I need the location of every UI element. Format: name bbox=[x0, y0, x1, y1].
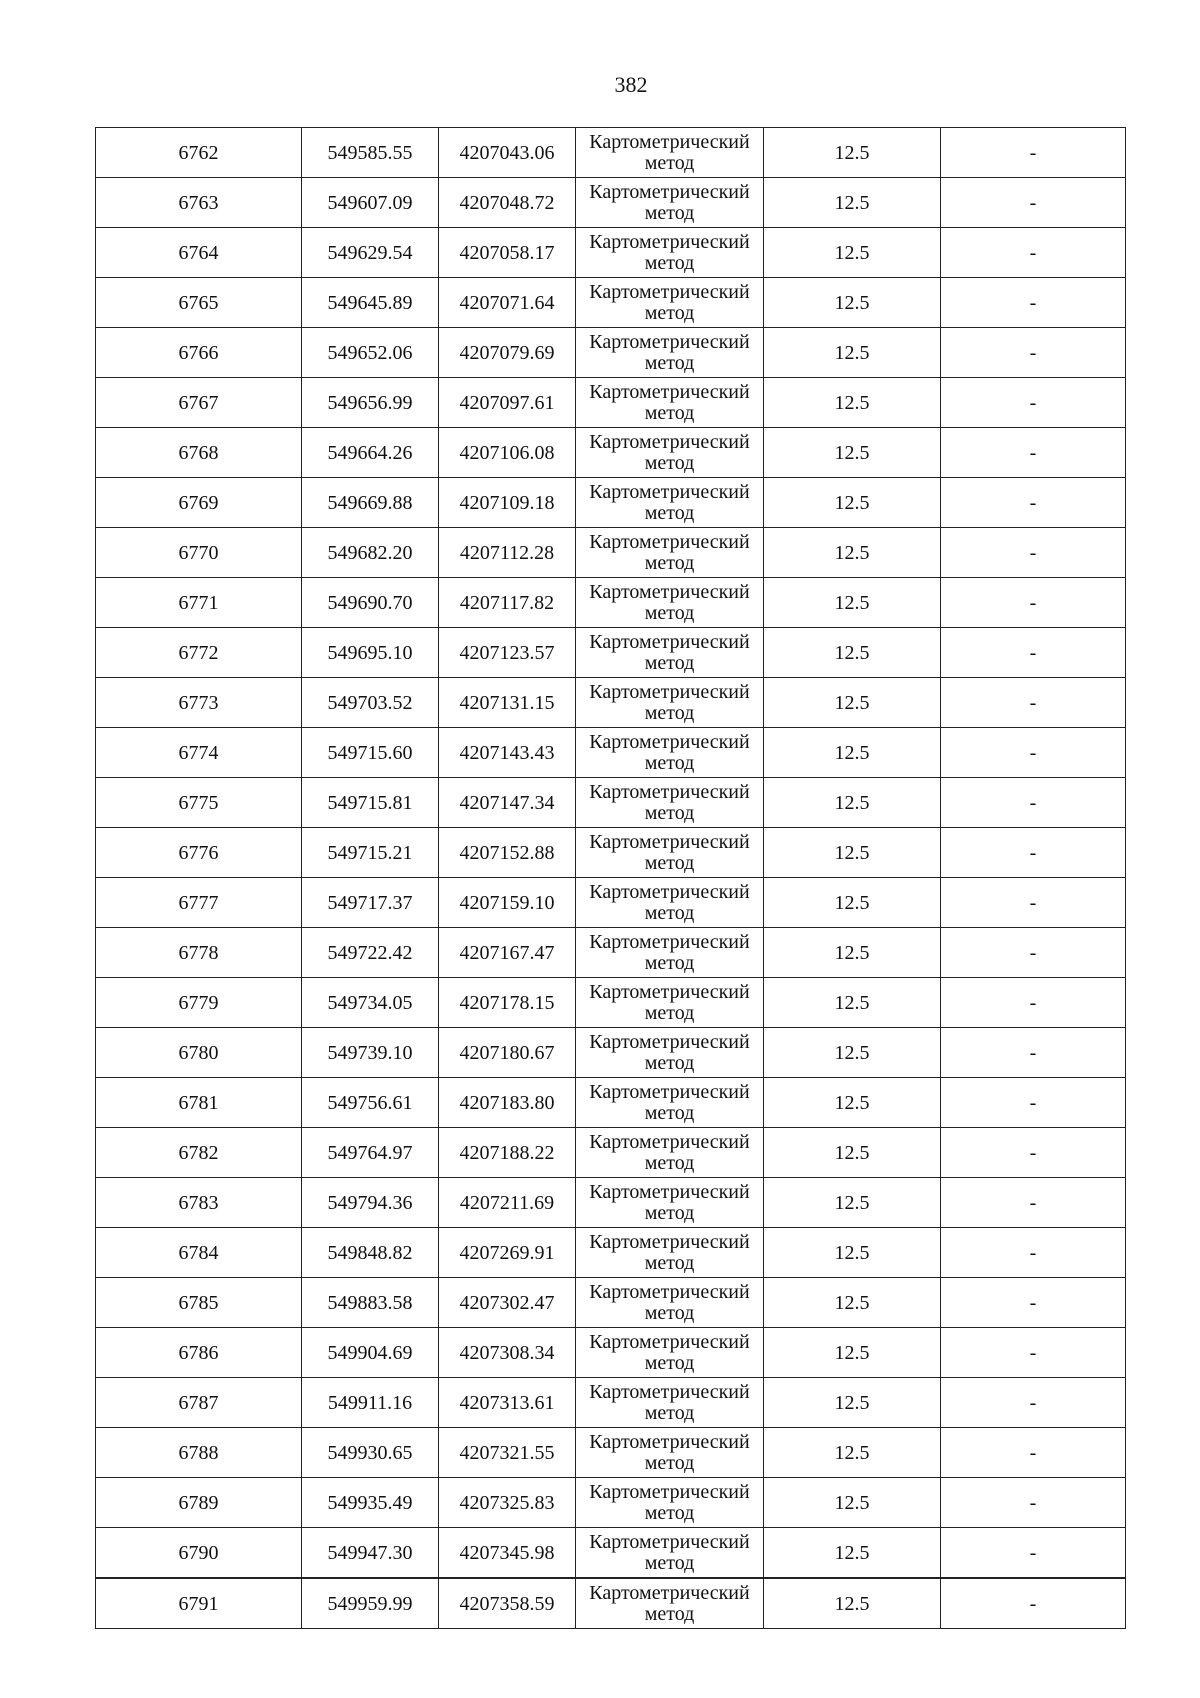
point-number-cell: 6764 bbox=[96, 228, 302, 278]
note-cell: - bbox=[941, 878, 1126, 928]
x-coordinate-cell: 549715.81 bbox=[302, 778, 439, 828]
accuracy-cell: 12.5 bbox=[764, 828, 941, 878]
method-cell bbox=[576, 1578, 764, 1629]
method-cell bbox=[576, 1428, 764, 1478]
y-coordinate-cell: 4207321.55 bbox=[439, 1428, 576, 1478]
point-number-cell: 6790 bbox=[96, 1528, 302, 1579]
method-cell bbox=[576, 678, 764, 728]
method-line-2: метод bbox=[644, 651, 695, 674]
method-line-2: метод bbox=[644, 701, 695, 724]
method-line-1: Картометрический bbox=[589, 480, 750, 503]
method-line-2: метод bbox=[644, 1151, 695, 1174]
method-cell bbox=[576, 1228, 764, 1278]
method-cell bbox=[576, 478, 764, 528]
table-row bbox=[96, 1578, 1126, 1629]
y-coordinate-cell: 4207313.61 bbox=[439, 1378, 576, 1428]
point-number-cell: 6774 bbox=[96, 728, 302, 778]
accuracy-cell: 12.5 bbox=[764, 1178, 941, 1228]
method-cell bbox=[576, 1178, 764, 1228]
y-coordinate-cell: 4207358.59 bbox=[439, 1578, 576, 1629]
method-line-1: Картометрический bbox=[589, 380, 750, 403]
y-coordinate-cell: 4207269.91 bbox=[439, 1228, 576, 1278]
table-row bbox=[96, 628, 1126, 678]
method-line-1: Картометрический bbox=[589, 830, 750, 853]
method-line-2: метод bbox=[644, 401, 695, 424]
y-coordinate-cell: 4207123.57 bbox=[439, 628, 576, 678]
note-cell: - bbox=[941, 278, 1126, 328]
method-cell bbox=[576, 778, 764, 828]
accuracy-cell: 12.5 bbox=[764, 878, 941, 928]
method-line-1: Картометрический bbox=[589, 1330, 750, 1353]
x-coordinate-cell: 549645.89 bbox=[302, 278, 439, 328]
point-number-cell: 6784 bbox=[96, 1228, 302, 1278]
method-line-2: метод bbox=[644, 601, 695, 624]
y-coordinate-cell: 4207178.15 bbox=[439, 978, 576, 1028]
method-cell bbox=[576, 128, 764, 178]
method-line-1: Картометрический bbox=[589, 1530, 750, 1553]
x-coordinate-cell: 549669.88 bbox=[302, 478, 439, 528]
point-number-cell: 6778 bbox=[96, 928, 302, 978]
method-cell bbox=[576, 1278, 764, 1328]
point-number-cell: 6770 bbox=[96, 528, 302, 578]
table-row bbox=[96, 528, 1126, 578]
method-cell bbox=[576, 228, 764, 278]
method-cell bbox=[576, 828, 764, 878]
x-coordinate-cell: 549764.97 bbox=[302, 1128, 439, 1178]
accuracy-cell: 12.5 bbox=[764, 1428, 941, 1478]
method-cell bbox=[576, 1078, 764, 1128]
note-cell: - bbox=[941, 478, 1126, 528]
method-line-1: Картометрический bbox=[589, 1480, 750, 1503]
point-number-cell: 6772 bbox=[96, 628, 302, 678]
note-cell: - bbox=[941, 1478, 1126, 1528]
table-row bbox=[96, 1478, 1126, 1528]
y-coordinate-cell: 4207058.17 bbox=[439, 228, 576, 278]
point-number-cell: 6776 bbox=[96, 828, 302, 878]
point-number-cell: 6791 bbox=[96, 1578, 302, 1629]
table-row bbox=[96, 1328, 1126, 1378]
method-cell bbox=[576, 528, 764, 578]
y-coordinate-cell: 4207117.82 bbox=[439, 578, 576, 628]
method-line-1: Картометрический bbox=[589, 1430, 750, 1453]
x-coordinate-cell: 549904.69 bbox=[302, 1328, 439, 1378]
method-cell bbox=[576, 1128, 764, 1178]
table-row bbox=[96, 728, 1126, 778]
method-line-1: Картометрический bbox=[589, 780, 750, 803]
accuracy-cell: 12.5 bbox=[764, 1528, 941, 1579]
note-cell: - bbox=[941, 928, 1126, 978]
x-coordinate-cell: 549739.10 bbox=[302, 1028, 439, 1078]
method-cell bbox=[576, 1528, 764, 1579]
accuracy-cell: 12.5 bbox=[764, 1028, 941, 1078]
table-row bbox=[96, 928, 1126, 978]
y-coordinate-cell: 4207143.43 bbox=[439, 728, 576, 778]
method-line-2: метод bbox=[644, 1501, 695, 1524]
method-line-1: Картометрический bbox=[589, 930, 750, 953]
method-cell bbox=[576, 978, 764, 1028]
method-line-1: Картометрический bbox=[589, 130, 750, 153]
point-number-cell: 6773 bbox=[96, 678, 302, 728]
note-cell: - bbox=[941, 678, 1126, 728]
method-line-2: метод bbox=[644, 301, 695, 324]
accuracy-cell: 12.5 bbox=[764, 728, 941, 778]
method-line-2: метод bbox=[644, 1001, 695, 1024]
x-coordinate-cell: 549722.42 bbox=[302, 928, 439, 978]
x-coordinate-cell: 549656.99 bbox=[302, 378, 439, 428]
method-line-2: метод bbox=[644, 1602, 695, 1625]
x-coordinate-cell: 549607.09 bbox=[302, 178, 439, 228]
method-line-2: метод bbox=[644, 951, 695, 974]
x-coordinate-cell: 549911.16 bbox=[302, 1378, 439, 1428]
x-coordinate-cell: 549717.37 bbox=[302, 878, 439, 928]
note-cell: - bbox=[941, 1178, 1126, 1228]
method-cell bbox=[576, 878, 764, 928]
note-cell: - bbox=[941, 1428, 1126, 1478]
method-line-1: Картометрический bbox=[589, 680, 750, 703]
method-line-2: метод bbox=[644, 801, 695, 824]
point-number-cell: 6781 bbox=[96, 1078, 302, 1128]
x-coordinate-cell: 549629.54 bbox=[302, 228, 439, 278]
x-coordinate-cell: 549959.99 bbox=[302, 1578, 439, 1629]
accuracy-cell: 12.5 bbox=[764, 1128, 941, 1178]
x-coordinate-cell: 549703.52 bbox=[302, 678, 439, 728]
point-number-cell: 6783 bbox=[96, 1178, 302, 1228]
table-row bbox=[96, 1278, 1126, 1328]
method-line-1: Картометрический bbox=[589, 1180, 750, 1203]
x-coordinate-cell: 549652.06 bbox=[302, 328, 439, 378]
note-cell: - bbox=[941, 778, 1126, 828]
coordinates-table bbox=[95, 127, 1126, 1629]
x-coordinate-cell: 549756.61 bbox=[302, 1078, 439, 1128]
note-cell: - bbox=[941, 628, 1126, 678]
y-coordinate-cell: 4207079.69 bbox=[439, 328, 576, 378]
accuracy-cell: 12.5 bbox=[764, 1328, 941, 1378]
y-coordinate-cell: 4207097.61 bbox=[439, 378, 576, 428]
x-coordinate-cell: 549883.58 bbox=[302, 1278, 439, 1328]
point-number-cell: 6779 bbox=[96, 978, 302, 1028]
accuracy-cell: 12.5 bbox=[764, 1478, 941, 1528]
point-number-cell: 6766 bbox=[96, 328, 302, 378]
accuracy-cell: 12.5 bbox=[764, 978, 941, 1028]
y-coordinate-cell: 4207188.22 bbox=[439, 1128, 576, 1178]
x-coordinate-cell: 549690.70 bbox=[302, 578, 439, 628]
note-cell: - bbox=[941, 978, 1126, 1028]
table-row bbox=[96, 1228, 1126, 1278]
y-coordinate-cell: 4207180.67 bbox=[439, 1028, 576, 1078]
point-number-cell: 6785 bbox=[96, 1278, 302, 1328]
accuracy-cell: 12.5 bbox=[764, 928, 941, 978]
accuracy-cell: 12.5 bbox=[764, 1378, 941, 1428]
accuracy-cell: 12.5 bbox=[764, 1578, 941, 1629]
x-coordinate-cell: 549715.60 bbox=[302, 728, 439, 778]
method-line-1: Картометрический bbox=[589, 1280, 750, 1303]
y-coordinate-cell: 4207106.08 bbox=[439, 428, 576, 478]
table-row bbox=[96, 878, 1126, 928]
y-coordinate-cell: 4207043.06 bbox=[439, 128, 576, 178]
point-number-cell: 6789 bbox=[96, 1478, 302, 1528]
y-coordinate-cell: 4207147.34 bbox=[439, 778, 576, 828]
y-coordinate-cell: 4207112.28 bbox=[439, 528, 576, 578]
method-cell bbox=[576, 378, 764, 428]
method-line-1: Картометрический bbox=[589, 980, 750, 1003]
method-line-1: Картометрический bbox=[589, 180, 750, 203]
note-cell: - bbox=[941, 578, 1126, 628]
method-line-2: метод bbox=[644, 501, 695, 524]
accuracy-cell: 12.5 bbox=[764, 528, 941, 578]
x-coordinate-cell: 549848.82 bbox=[302, 1228, 439, 1278]
method-line-1: Картометрический bbox=[589, 1581, 750, 1604]
table-row bbox=[96, 1528, 1126, 1579]
table-body bbox=[96, 128, 1126, 1629]
table-row bbox=[96, 1378, 1126, 1428]
method-line-2: метод bbox=[644, 151, 695, 174]
method-line-2: метод bbox=[644, 1551, 695, 1574]
x-coordinate-cell: 549734.05 bbox=[302, 978, 439, 1028]
accuracy-cell: 12.5 bbox=[764, 578, 941, 628]
x-coordinate-cell: 549695.10 bbox=[302, 628, 439, 678]
accuracy-cell: 12.5 bbox=[764, 428, 941, 478]
method-line-2: метод bbox=[644, 851, 695, 874]
method-line-1: Картометрический bbox=[589, 580, 750, 603]
method-line-1: Картометрический bbox=[589, 230, 750, 253]
point-number-cell: 6787 bbox=[96, 1378, 302, 1428]
note-cell: - bbox=[941, 1228, 1126, 1278]
method-line-1: Картометрический bbox=[589, 1080, 750, 1103]
method-line-1: Картометрический bbox=[589, 280, 750, 303]
note-cell: - bbox=[941, 1528, 1126, 1579]
method-cell bbox=[576, 1028, 764, 1078]
point-number-cell: 6780 bbox=[96, 1028, 302, 1078]
method-line-2: метод bbox=[644, 1101, 695, 1124]
note-cell: - bbox=[941, 1028, 1126, 1078]
x-coordinate-cell: 549947.30 bbox=[302, 1528, 439, 1579]
method-cell bbox=[576, 1478, 764, 1528]
method-line-2: метод bbox=[644, 1401, 695, 1424]
note-cell: - bbox=[941, 228, 1126, 278]
method-line-2: метод bbox=[644, 1251, 695, 1274]
method-line-1: Картометрический bbox=[589, 1230, 750, 1253]
method-line-2: метод bbox=[644, 451, 695, 474]
note-cell: - bbox=[941, 728, 1126, 778]
note-cell: - bbox=[941, 378, 1126, 428]
y-coordinate-cell: 4207211.69 bbox=[439, 1178, 576, 1228]
method-line-2: метод bbox=[644, 351, 695, 374]
note-cell: - bbox=[941, 328, 1126, 378]
table-row bbox=[96, 1128, 1126, 1178]
note-cell: - bbox=[941, 828, 1126, 878]
method-line-1: Картометрический bbox=[589, 1380, 750, 1403]
point-number-cell: 6771 bbox=[96, 578, 302, 628]
y-coordinate-cell: 4207167.47 bbox=[439, 928, 576, 978]
table-row bbox=[96, 428, 1126, 478]
method-cell bbox=[576, 928, 764, 978]
method-line-1: Картометрический bbox=[589, 1030, 750, 1053]
note-cell: - bbox=[941, 1128, 1126, 1178]
point-number-cell: 6777 bbox=[96, 878, 302, 928]
point-number-cell: 6782 bbox=[96, 1128, 302, 1178]
note-cell: - bbox=[941, 1328, 1126, 1378]
x-coordinate-cell: 549664.26 bbox=[302, 428, 439, 478]
note-cell: - bbox=[941, 178, 1126, 228]
method-line-1: Картометрический bbox=[589, 880, 750, 903]
y-coordinate-cell: 4207345.98 bbox=[439, 1528, 576, 1579]
method-cell bbox=[576, 728, 764, 778]
note-cell: - bbox=[941, 1378, 1126, 1428]
table-row bbox=[96, 1078, 1126, 1128]
note-cell: - bbox=[941, 428, 1126, 478]
page-number: 382 bbox=[614, 72, 648, 97]
y-coordinate-cell: 4207308.34 bbox=[439, 1328, 576, 1378]
table-row bbox=[96, 228, 1126, 278]
accuracy-cell: 12.5 bbox=[764, 1078, 941, 1128]
method-line-2: метод bbox=[644, 901, 695, 924]
table-row bbox=[96, 378, 1126, 428]
note-cell: - bbox=[941, 1078, 1126, 1128]
y-coordinate-cell: 4207131.15 bbox=[439, 678, 576, 728]
table-row bbox=[96, 178, 1126, 228]
y-coordinate-cell: 4207152.88 bbox=[439, 828, 576, 878]
accuracy-cell: 12.5 bbox=[764, 328, 941, 378]
table-row bbox=[96, 128, 1126, 178]
accuracy-cell: 12.5 bbox=[764, 278, 941, 328]
y-coordinate-cell: 4207159.10 bbox=[439, 878, 576, 928]
accuracy-cell: 12.5 bbox=[764, 1228, 941, 1278]
method-cell bbox=[576, 1328, 764, 1378]
point-number-cell: 6788 bbox=[96, 1428, 302, 1478]
method-line-1: Картометрический bbox=[589, 530, 750, 553]
accuracy-cell: 12.5 bbox=[764, 228, 941, 278]
point-number-cell: 6775 bbox=[96, 778, 302, 828]
x-coordinate-cell: 549930.65 bbox=[302, 1428, 439, 1478]
accuracy-cell: 12.5 bbox=[764, 478, 941, 528]
table-row bbox=[96, 778, 1126, 828]
point-number-cell: 6768 bbox=[96, 428, 302, 478]
method-line-2: метод bbox=[644, 1201, 695, 1224]
point-number-cell: 6769 bbox=[96, 478, 302, 528]
method-line-1: Картометрический bbox=[589, 430, 750, 453]
method-cell bbox=[576, 578, 764, 628]
x-coordinate-cell: 549585.55 bbox=[302, 128, 439, 178]
accuracy-cell: 12.5 bbox=[764, 378, 941, 428]
point-number-cell: 6767 bbox=[96, 378, 302, 428]
note-cell: - bbox=[941, 1578, 1126, 1629]
method-line-2: метод bbox=[644, 751, 695, 774]
table-row bbox=[96, 278, 1126, 328]
accuracy-cell: 12.5 bbox=[764, 128, 941, 178]
method-cell bbox=[576, 428, 764, 478]
method-cell bbox=[576, 1378, 764, 1428]
method-cell bbox=[576, 178, 764, 228]
accuracy-cell: 12.5 bbox=[764, 628, 941, 678]
y-coordinate-cell: 4207183.80 bbox=[439, 1078, 576, 1128]
table-row bbox=[96, 678, 1126, 728]
accuracy-cell: 12.5 bbox=[764, 1278, 941, 1328]
method-line-2: метод bbox=[644, 1351, 695, 1374]
note-cell: - bbox=[941, 128, 1126, 178]
method-line-2: метод bbox=[644, 1301, 695, 1324]
y-coordinate-cell: 4207048.72 bbox=[439, 178, 576, 228]
accuracy-cell: 12.5 bbox=[764, 178, 941, 228]
x-coordinate-cell: 549935.49 bbox=[302, 1478, 439, 1528]
table-row bbox=[96, 828, 1126, 878]
method-line-1: Картометрический bbox=[589, 1130, 750, 1153]
method-cell bbox=[576, 328, 764, 378]
y-coordinate-cell: 4207325.83 bbox=[439, 1478, 576, 1528]
method-line-2: метод bbox=[644, 251, 695, 274]
x-coordinate-cell: 549794.36 bbox=[302, 1178, 439, 1228]
x-coordinate-cell: 549715.21 bbox=[302, 828, 439, 878]
point-number-cell: 6765 bbox=[96, 278, 302, 328]
method-line-1: Картометрический bbox=[589, 730, 750, 753]
point-number-cell: 6786 bbox=[96, 1328, 302, 1378]
table-row bbox=[96, 1178, 1126, 1228]
y-coordinate-cell: 4207302.47 bbox=[439, 1278, 576, 1328]
method-cell bbox=[576, 628, 764, 678]
y-coordinate-cell: 4207109.18 bbox=[439, 478, 576, 528]
method-line-1: Картометрический bbox=[589, 330, 750, 353]
table-row bbox=[96, 978, 1126, 1028]
method-cell bbox=[576, 278, 764, 328]
table-row bbox=[96, 1028, 1126, 1078]
method-line-1: Картометрический bbox=[589, 630, 750, 653]
table-row bbox=[96, 1428, 1126, 1478]
method-line-2: метод bbox=[644, 551, 695, 574]
method-line-2: метод bbox=[644, 1451, 695, 1474]
y-coordinate-cell: 4207071.64 bbox=[439, 278, 576, 328]
note-cell: - bbox=[941, 528, 1126, 578]
method-line-2: метод bbox=[644, 1051, 695, 1074]
point-number-cell: 6763 bbox=[96, 178, 302, 228]
accuracy-cell: 12.5 bbox=[764, 678, 941, 728]
table-row bbox=[96, 478, 1126, 528]
table-row bbox=[96, 328, 1126, 378]
accuracy-cell: 12.5 bbox=[764, 778, 941, 828]
point-number-cell: 6762 bbox=[96, 128, 302, 178]
table-row bbox=[96, 578, 1126, 628]
note-cell: - bbox=[941, 1278, 1126, 1328]
x-coordinate-cell: 549682.20 bbox=[302, 528, 439, 578]
method-line-2: метод bbox=[644, 201, 695, 224]
